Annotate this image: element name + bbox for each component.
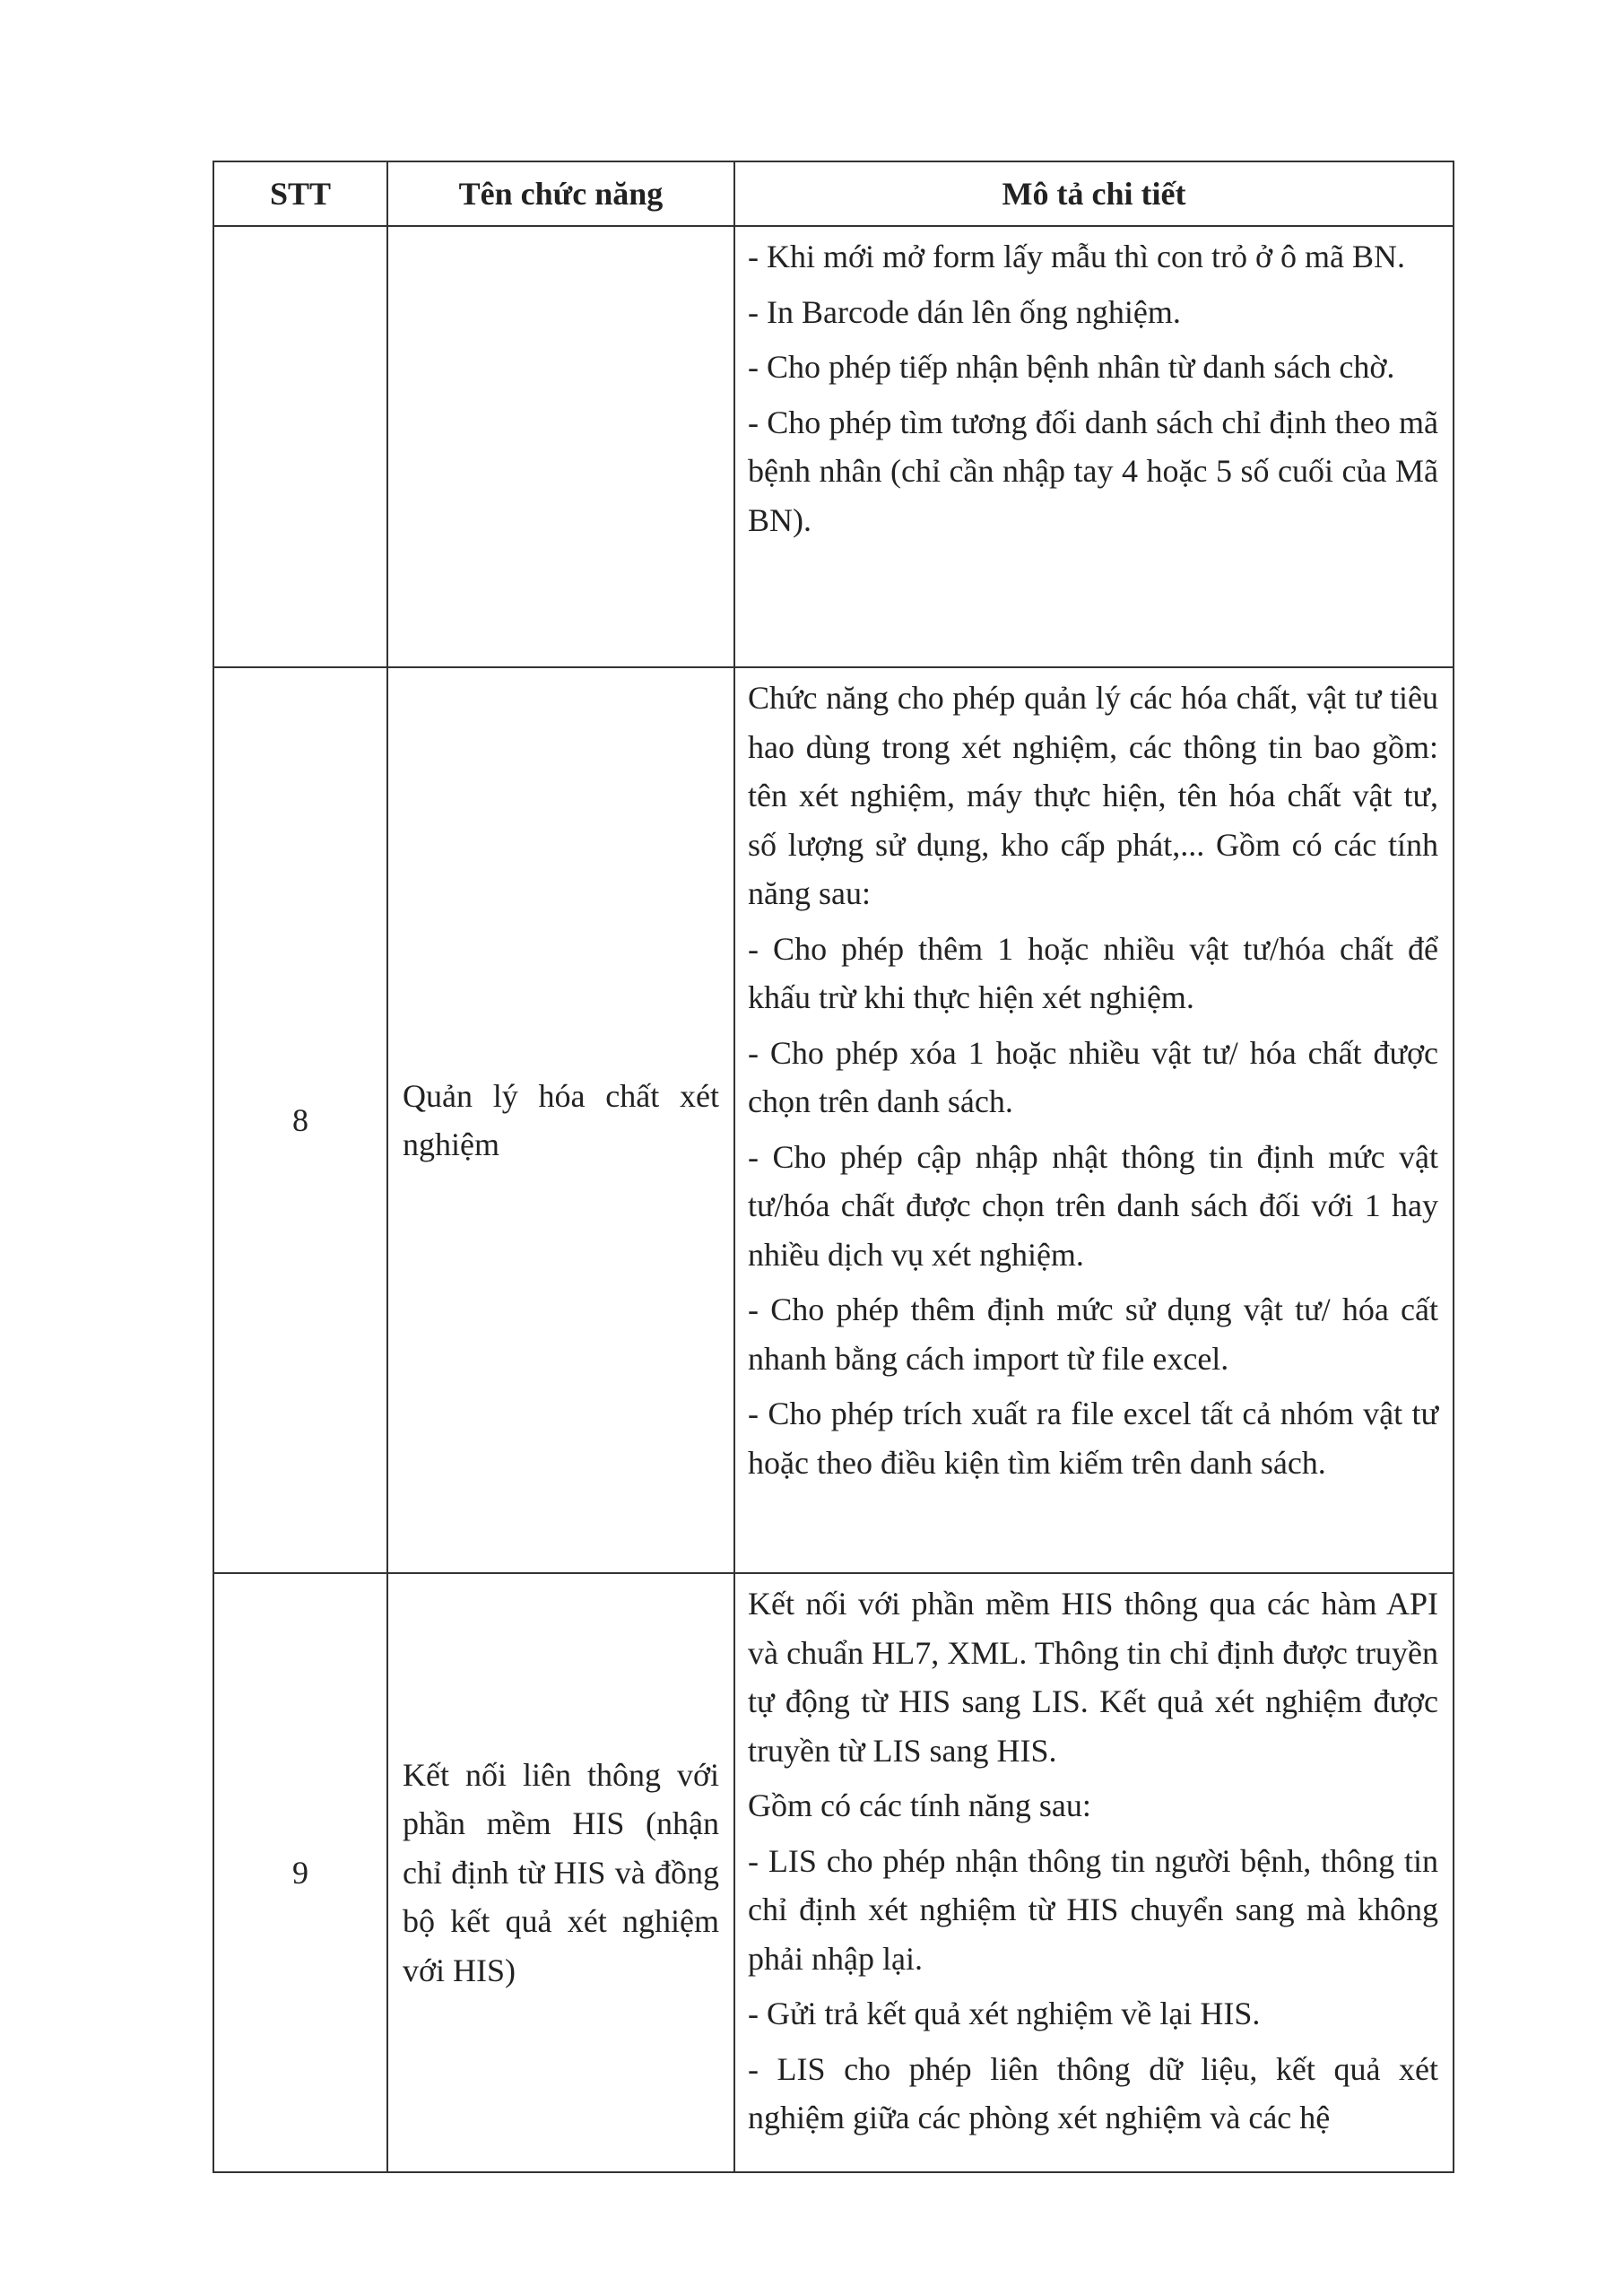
table-row bbox=[213, 1573, 1454, 2172]
description-paragraph: - Cho phép tiếp nhận bệnh nhân từ danh sách chờ. bbox=[748, 349, 1395, 385]
description-paragraph: - Cho phép tìm tương đối danh sách chỉ định theo mã bệnh nhân (chỉ cần nhập tay 4 hoặc 5 số cuối của Mã BN). bbox=[748, 404, 1438, 538]
description-paragraph: - Khi mới mở form lấy mẫu thì con trỏ ở ô mã BN. bbox=[748, 239, 1406, 274]
row-function-name: Quản lý hóa chất xét nghiệm bbox=[387, 667, 734, 1573]
row-description bbox=[734, 667, 1454, 1573]
description-paragraph: - Cho phép xóa 1 hoặc nhiều vật tư/ hóa chất được chọn trên danh sách. bbox=[748, 1034, 1438, 1119]
description-paragraph: - In Barcode dán lên ống nghiệm. bbox=[748, 293, 1181, 330]
description-paragraph: - LIS cho phép liên thông dữ liệu, kết quả xét nghiệm giữa các phòng xét nghiệm và các hệ bbox=[748, 2050, 1438, 2135]
row-function-name: Kết nối liên thông với phần mềm HIS (nhận chỉ định từ HIS và đồng bộ kết quả xét nghiệm với HIS) bbox=[387, 1573, 734, 2172]
description-paragraph: - Cho phép thêm 1 hoặc nhiều vật tư/hóa chất để khấu trừ khi thực hiện xét nghiệm. bbox=[748, 930, 1438, 1015]
row-stt: 8 bbox=[213, 667, 387, 1573]
function-table bbox=[213, 161, 1454, 2173]
row-stt: 9 bbox=[213, 1573, 387, 2172]
header-function-name: Tên chức năng bbox=[387, 161, 734, 226]
row-stt bbox=[213, 226, 387, 667]
description-paragraph: - Cho phép trích xuất ra file excel tất cả nhóm vật tư hoặc theo điều kiện tìm kiếm trên danh sách. bbox=[748, 1396, 1438, 1481]
description-paragraph: Chức năng cho phép quản lý các hóa chất, vật tư tiêu hao dùng trong xét nghiệm, các thông tin bao gồm: tên xét nghiệm, máy thực hiện, tên hóa chất vật tư, số lượng sử dụng, kho cấp phát,... Gồm có các tính năng sau: bbox=[748, 680, 1438, 911]
header-stt: STT bbox=[213, 161, 387, 226]
row-description bbox=[734, 226, 1454, 667]
table-row bbox=[213, 226, 1454, 667]
row-function-name bbox=[387, 226, 734, 667]
description-paragraph: - Gửi trả kết quả xét nghiệm về lại HIS. bbox=[748, 1996, 1261, 2031]
description-paragraph: - Cho phép thêm định mức sử dụng vật tư/ hóa cất nhanh bằng cách import từ file excel. bbox=[748, 1292, 1438, 1377]
description-paragraph: - LIS cho phép nhận thông tin người bệnh, thông tin chỉ định xét nghiệm từ HIS chuyển sang mà không phải nhập lại. bbox=[748, 1842, 1438, 1977]
table-header-row bbox=[213, 161, 1454, 226]
description-paragraph: Gồm có các tính năng sau: bbox=[748, 1787, 1091, 1823]
table-row bbox=[213, 667, 1454, 1573]
row-description bbox=[734, 1573, 1454, 2172]
description-paragraph: - Cho phép cập nhập nhật thông tin định mức vật tư/hóa chất được chọn trên danh sách đối với 1 hay nhiều dịch vụ xét nghiệm. bbox=[748, 1138, 1438, 1273]
header-description: Mô tả chi tiết bbox=[734, 161, 1454, 226]
description-paragraph: Kết nối với phần mềm HIS thông qua các hàm API và chuẩn HL7, XML. Thông tin chỉ định được truyền tự động từ HIS sang LIS. Kết quả xét nghiệm được truyền từ LIS sang HIS. bbox=[748, 1586, 1438, 1769]
